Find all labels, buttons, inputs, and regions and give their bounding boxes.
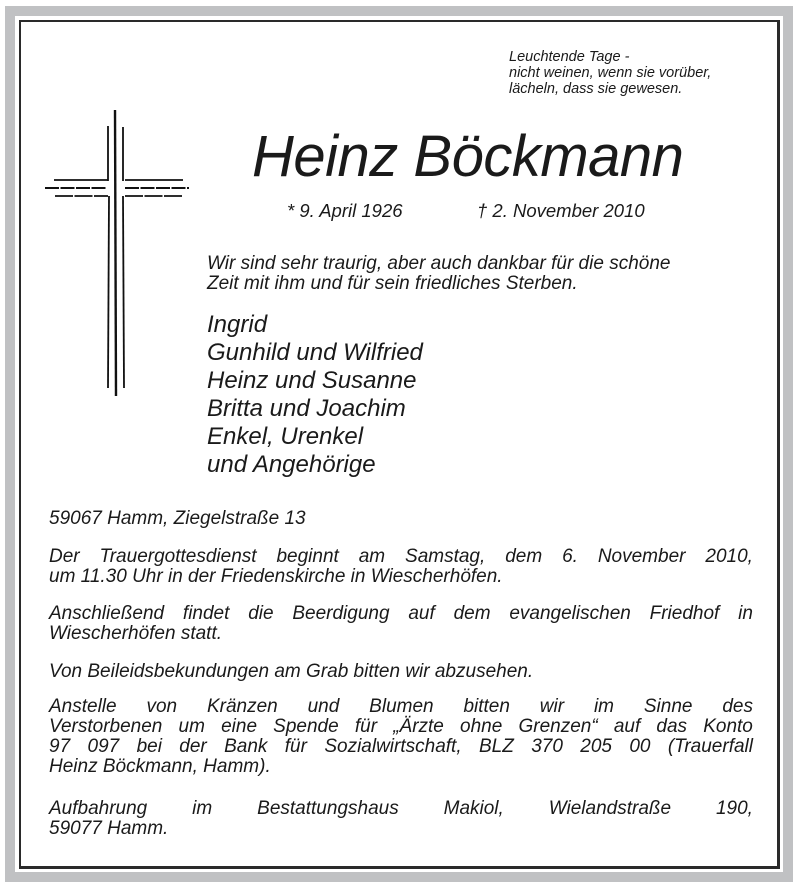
word: Makiol,	[443, 798, 504, 819]
burial-line-1	[49, 604, 753, 624]
word: und	[307, 696, 340, 717]
motto-line: nicht weinen, wenn sie vorüber,	[509, 65, 712, 81]
mourner: Gunhild und Wilfried	[207, 339, 423, 366]
word: 6.	[562, 546, 578, 567]
thanks-line: Wir sind sehr traurig, aber auch dankbar für die schöne	[207, 253, 671, 274]
word: 2010,	[705, 546, 753, 567]
word: Aufbahrung	[49, 798, 148, 819]
word: BLZ	[478, 736, 514, 757]
donation-line-2	[49, 717, 753, 737]
word: Blumen	[369, 696, 434, 717]
laying-out-line-2: 59077 Hamm.	[49, 818, 169, 839]
word: Friedhof	[649, 603, 720, 624]
word: 097	[87, 736, 120, 757]
word: Trauergottesdienst	[99, 546, 257, 567]
word: 00	[629, 736, 651, 757]
word: Kränzen	[206, 696, 278, 717]
word: wir	[539, 696, 565, 717]
burial-line-2: Wiescherhöfen statt.	[49, 623, 223, 644]
word: findet	[182, 603, 230, 624]
word: ohne	[460, 716, 503, 737]
mourner: Heinz und Susanne	[207, 367, 417, 394]
thanks-text	[207, 254, 755, 294]
thanks-line: Zeit mit ihm und für sein friedliches Sterben.	[207, 273, 578, 294]
word: Spende	[273, 716, 339, 737]
service-line-1	[49, 547, 753, 567]
word: „Ärzte	[393, 716, 444, 737]
donation-info	[49, 697, 753, 777]
word: 97	[49, 736, 71, 757]
word: evangelischen	[509, 603, 631, 624]
word: von	[146, 696, 178, 717]
condolences-note: Von Beileidsbekundungen am Grab bitten wir abzusehen.	[49, 661, 534, 682]
motto-verse	[509, 49, 711, 97]
word: Samstag,	[405, 546, 486, 567]
word: auf	[408, 603, 435, 624]
word: 370	[531, 736, 563, 757]
mourner: und Angehörige	[207, 451, 376, 478]
word: am	[358, 546, 386, 567]
mourners-list	[207, 311, 423, 479]
word: Wielandstraße	[548, 798, 672, 819]
word: Sinne	[643, 696, 693, 717]
motto-line: Leuchtende Tage -	[509, 49, 630, 65]
word: 205	[580, 736, 612, 757]
laying-out-info	[49, 799, 753, 839]
word: Grenzen“	[518, 716, 598, 737]
word: im	[192, 798, 213, 819]
word: bei	[136, 736, 162, 757]
word: in	[738, 603, 753, 624]
word: Anstelle	[49, 696, 117, 717]
word: der	[179, 736, 207, 757]
word: beginnt	[276, 546, 339, 567]
laying-out-line-1	[49, 799, 753, 819]
donation-line-4: Heinz Böckmann, Hamm).	[49, 756, 271, 777]
word: Anschließend	[49, 603, 165, 624]
word: November	[597, 546, 686, 567]
word: (Trauerfall	[667, 736, 753, 757]
word: um	[178, 716, 205, 737]
birth-date: * 9. April 1926	[287, 200, 403, 221]
mourner: Britta und Joachim	[207, 395, 406, 422]
word: das	[656, 716, 688, 737]
word: Konto	[703, 716, 753, 737]
word: Verstorbenen	[49, 716, 163, 737]
death-date: † 2. November 2010	[477, 200, 645, 221]
word: Bestattungshaus	[257, 798, 399, 819]
service-info	[49, 547, 753, 587]
word: dem	[505, 546, 543, 567]
word: des	[722, 696, 753, 717]
word: Der	[49, 546, 80, 567]
deceased-name: Heinz Böckmann	[252, 124, 684, 189]
word: Bank	[224, 736, 268, 757]
word: für	[354, 716, 378, 737]
donation-line-1	[49, 697, 753, 717]
christian-cross-icon	[44, 108, 190, 398]
word: Beerdigung	[292, 603, 390, 624]
burial-info	[49, 604, 753, 644]
word: eine	[221, 716, 258, 737]
word: auf	[613, 716, 641, 737]
service-line-2: um 11.30 Uhr in der Friedenskirche in Wiescherhöfen.	[49, 566, 503, 587]
word: Sozialwirtschaft,	[324, 736, 462, 757]
word: im	[593, 696, 614, 717]
donation-line-3	[49, 737, 753, 757]
motto-line: lächeln, dass sie gewesen.	[509, 81, 683, 97]
word: bitten	[463, 696, 510, 717]
mourner: Ingrid	[207, 311, 268, 338]
mourner: Enkel, Urenkel	[207, 423, 364, 450]
word: für	[284, 736, 307, 757]
word: dem	[453, 603, 491, 624]
word: die	[248, 603, 274, 624]
word: 190,	[715, 798, 753, 819]
address: 59067 Hamm, Ziegelstraße 13	[49, 508, 306, 529]
